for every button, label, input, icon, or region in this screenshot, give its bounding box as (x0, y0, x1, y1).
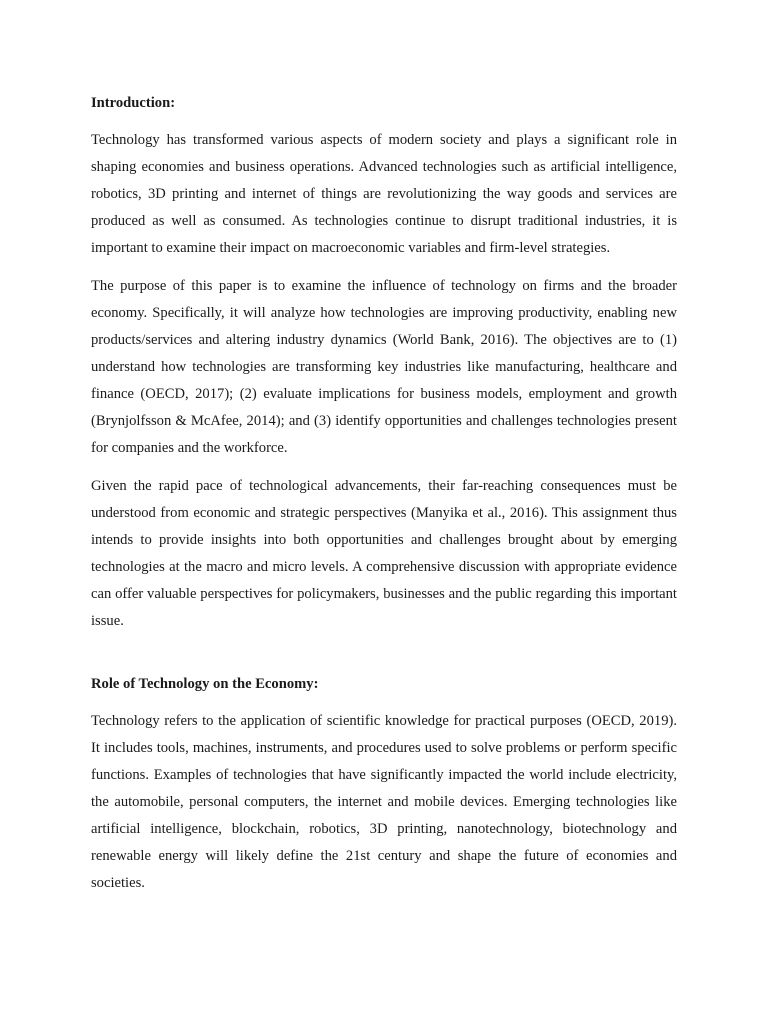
paragraph: The purpose of this paper is to examine the influence of technology on firms and the broader economy. Specifically, it will analyze how technologies are improving productivity, enabling new products/services and altering industry dynamics (World Bank, 2016). The objectives are to (1) understand how technologies are transforming key industries like manufacturing, healthcare and finance (OECD, 2017); (2) evaluate implications for business models, employment and growth (Brynjolfsson & McAfee, 2014); and (3) identify opportunities and challenges technologies present for companies and the workforce. (91, 278, 677, 456)
paragraph: Technology has transformed various aspects of modern society and plays a significant role in shaping economies and business operations. Advanced technologies such as artificial intelligence, robotics, 3D printing and internet of things are revolutionizing the way goods and services are produced as well as consumed. As technologies continue to disrupt traditional industries, it is important to examine their impact on macroeconomic variables and firm-level strategies. (91, 132, 677, 256)
paragraph: Given the rapid pace of technological advancements, their far-reaching consequences must be understood from economic and strategic perspectives (Manyika et al., 2016). This assignment thus intends to provide insights into both opportunities and challenges brought about by emerging technologies at the macro and micro levels. A comprehensive discussion with appropriate evidence can offer valuable perspectives for policymakers, businesses and the public regarding this important issue. (91, 478, 677, 629)
document-body (91, 92, 677, 897)
section-role-of-technology (91, 673, 677, 897)
section-heading: Introduction: (91, 95, 176, 111)
section-introduction (91, 92, 677, 635)
paragraph: Technology refers to the application of scientific knowledge for practical purposes (OECD, 2019). It includes tools, machines, instruments, and procedures used to solve problems or perform specific functions. Examples of technologies that have significantly impacted the world include electricity, the automobile, personal computers, the internet and mobile devices. Emerging technologies like artificial intelligence, blockchain, robotics, 3D printing, nanotechnology, biotechnology and renewable energy will likely define the 21st century and shape the future of economies and societies. (91, 713, 677, 891)
section-heading: Role of Technology on the Economy: (91, 676, 319, 692)
